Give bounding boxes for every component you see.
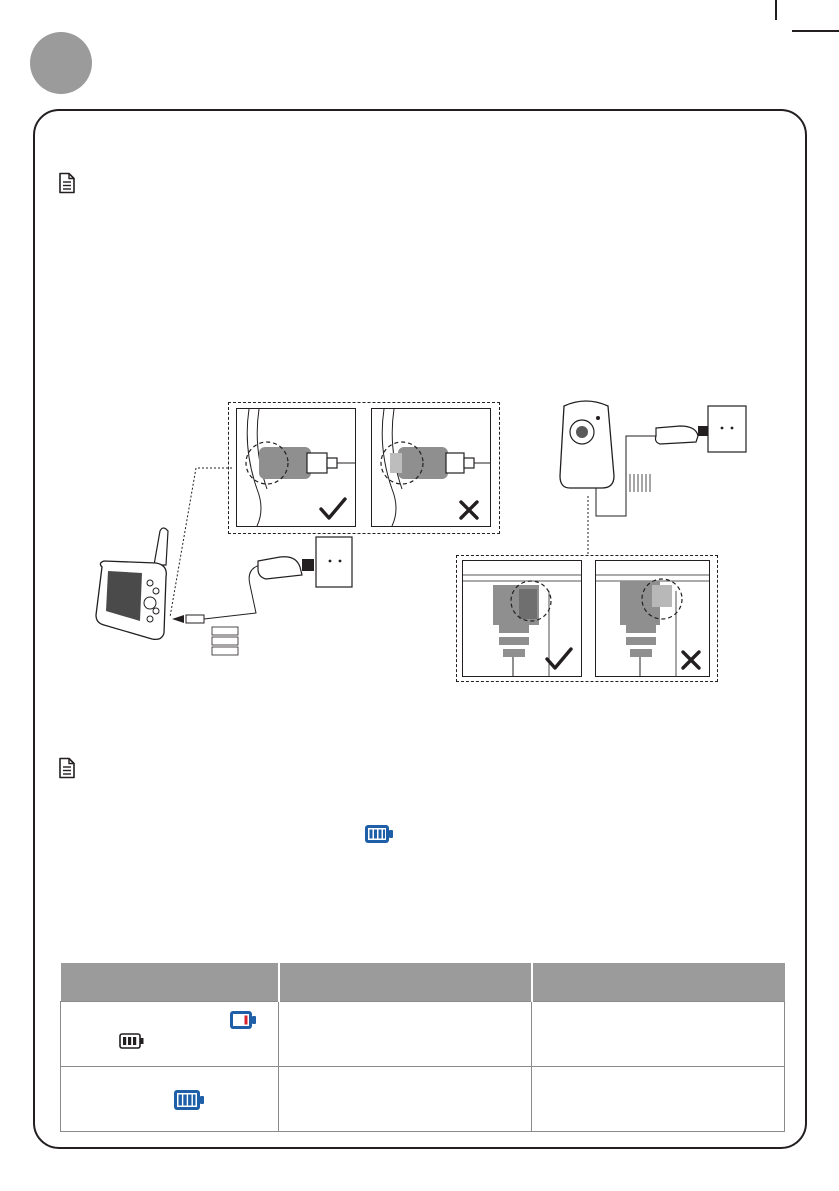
- checkmark-icon: [545, 647, 573, 671]
- step-number-circle: [30, 32, 92, 94]
- cross-icon: [680, 649, 702, 671]
- parent-unit-illustration: [90, 465, 370, 670]
- crop-mark-top-right-vertical: [775, 0, 777, 20]
- camera-plug-correct-panel: [462, 560, 582, 677]
- table-row: [61, 1002, 785, 1067]
- camera-plug-incorrect-panel: [595, 560, 710, 677]
- table-cell-battery-status: [61, 1067, 279, 1132]
- table-header-cell: [61, 963, 279, 1002]
- table-cell: [532, 1067, 785, 1132]
- table-cell: [279, 1067, 532, 1132]
- table-header-cell: [532, 963, 785, 1002]
- note-document-icon: [58, 172, 76, 194]
- plug-incorrect-panel: [371, 408, 491, 527]
- crop-mark-top-right-horizontal: [792, 30, 839, 32]
- table-cell: [279, 1002, 532, 1067]
- table-header-row: [61, 963, 785, 1002]
- battery-three-bars-icon: [119, 1033, 145, 1049]
- table-cell-battery-status: [61, 1002, 279, 1067]
- table-cell: [532, 1002, 785, 1067]
- table-header-cell: [279, 963, 532, 1002]
- camera-unit-illustration: [556, 396, 756, 556]
- battery-full-icon: [173, 1089, 205, 1111]
- battery-full-icon: [364, 824, 394, 844]
- table-row: [61, 1067, 785, 1132]
- battery-low-icon: [229, 1010, 257, 1030]
- battery-status-table: [60, 963, 785, 1132]
- note-document-icon: [58, 757, 76, 779]
- cross-icon: [458, 499, 480, 521]
